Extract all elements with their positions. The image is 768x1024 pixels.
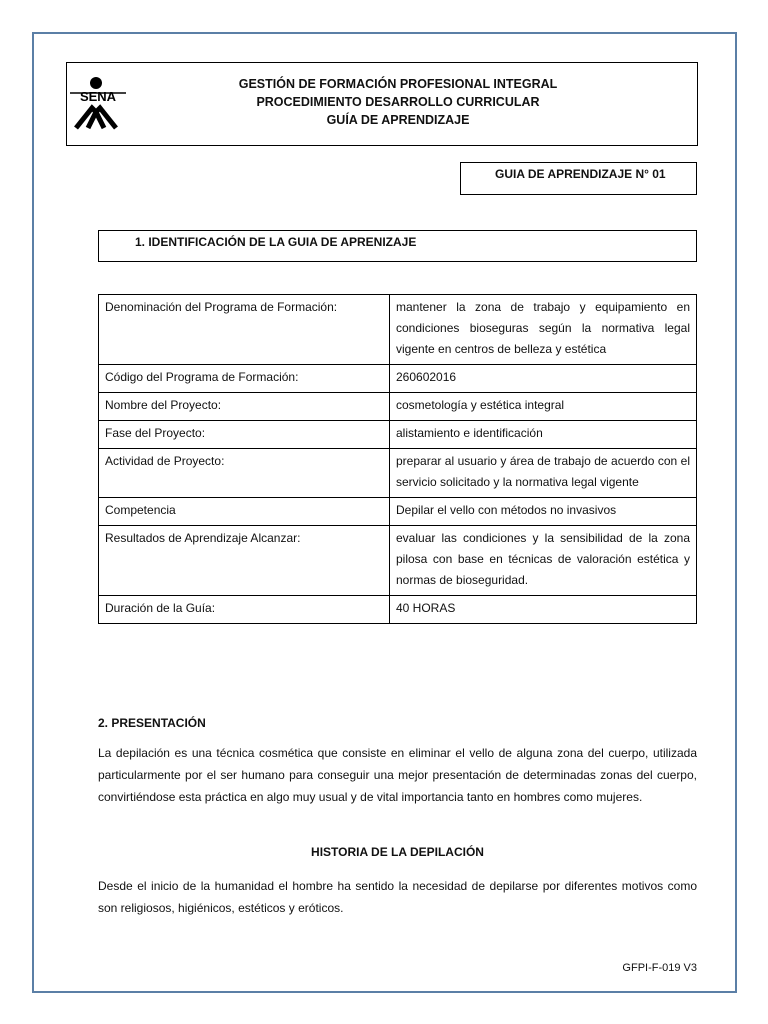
table-label-cell: Código del Programa de Formación: <box>99 365 390 393</box>
table-label-cell: Actividad de Proyecto: <box>99 449 390 498</box>
table-row <box>99 596 697 624</box>
table-row <box>99 498 697 526</box>
table-value-cell: 260602016 <box>390 365 697 393</box>
history-paragraph: Desde el inicio de la humanidad el hombre ha sentido la necesidad de depilarse por diferentes motivos como son religiosos, higiénicos, estéticos y eróticos. <box>98 879 697 915</box>
table-value-cell: Depilar el vello con métodos no invasivos <box>390 498 697 526</box>
table-value-cell: mantener la zona de trabajo y equipamiento en condiciones bioseguras según la normativa legal vigente en centros de belleza y estética <box>390 295 697 365</box>
table-label-cell: Nombre del Proyecto: <box>99 393 390 421</box>
header-line-3: GUÍA DE APRENDIZAJE <box>326 113 470 127</box>
table-value-cell: 40 HORAS <box>390 596 697 624</box>
table-value-cell: cosmetología y estética integral <box>390 393 697 421</box>
program-info-table <box>98 294 697 624</box>
presentation-paragraph: La depilación es una técnica cosmética que consiste en eliminar el vello de alguna zona del cuerpo, utilizada particularmente por el ser humano para conseguir una mejor presentación de determinadas zonas del cuerpo, convirtiéndose esta práctica en algo muy usual y de vital importancia tanto en hombres como mujeres. <box>98 746 697 804</box>
sena-logo <box>68 74 128 132</box>
table-row <box>99 393 697 421</box>
table-label-cell: Resultados de Aprendizaje Alcanzar: <box>99 526 390 596</box>
table-label-cell: Denominación del Programa de Formación: <box>99 295 390 365</box>
table-label-cell: Duración de la Guía: <box>99 596 390 624</box>
presentation-title: 2. PRESENTACIÓN <box>98 716 206 730</box>
header-line-2: PROCEDIMIENTO DESARROLLO CURRICULAR <box>256 95 540 109</box>
identification-title: 1. IDENTIFICACIÓN DE LA GUIA DE APRENIZAJE <box>98 230 697 262</box>
history-title: HISTORIA DE LA DEPILACIÓN <box>311 845 484 859</box>
table-value-cell: preparar al usuario y área de trabajo de acuerdo con el servicio solicitado y la normativa legal vigente <box>390 449 697 498</box>
table-row <box>99 421 697 449</box>
sena-logo-text: SENA <box>79 89 117 104</box>
header-titles <box>130 75 666 129</box>
header-line-1: GESTIÓN DE FORMACIÓN PROFESIONAL INTEGRAL <box>238 77 558 91</box>
table-value-cell: evaluar las condiciones y la sensibilidad de la zona pilosa con base en técnicas de valoración estética y normas de bioseguridad. <box>390 526 697 596</box>
table-row <box>99 526 697 596</box>
table-label-cell: Fase del Proyecto: <box>99 421 390 449</box>
table-row <box>99 365 697 393</box>
footer-form-code: GFPI-F-019 V3 <box>622 962 697 974</box>
table-row <box>99 449 697 498</box>
table-row <box>99 295 697 365</box>
table-value-cell: alistamiento e identificación <box>390 421 697 449</box>
guia-number-box: GUIA DE APRENDIZAJE N° 01 <box>460 162 697 195</box>
table-label-cell: Competencia <box>99 498 390 526</box>
